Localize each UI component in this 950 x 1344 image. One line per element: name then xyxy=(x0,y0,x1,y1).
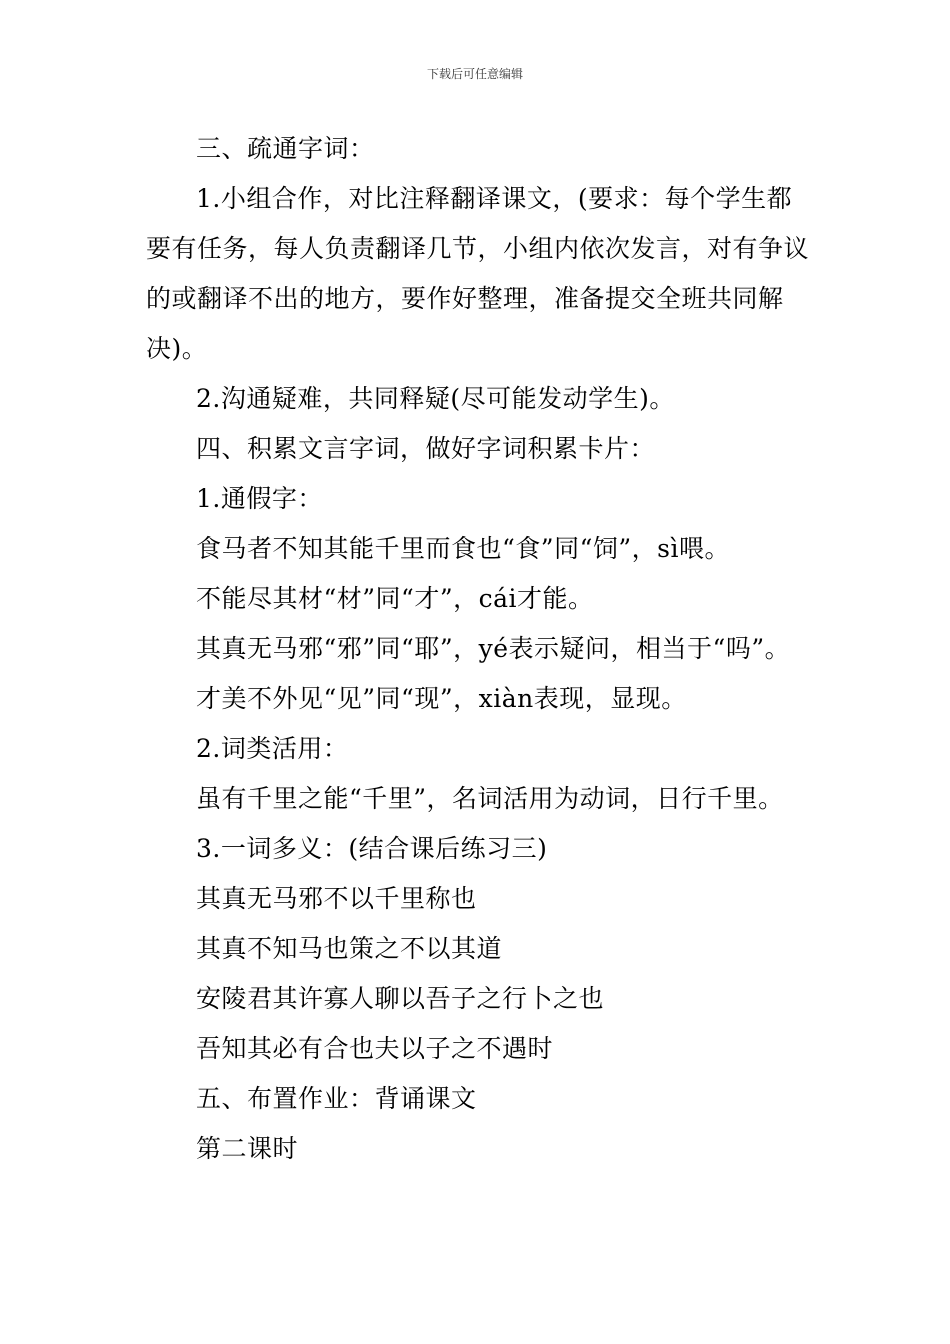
example-line: 其真无马邪不以千里称也 xyxy=(196,884,477,913)
section-heading-3: 三、疏通字词： xyxy=(196,134,375,163)
example-line: 安陵君其许寡人聊以吾子之行卜之也 xyxy=(196,984,605,1013)
document-body xyxy=(146,124,812,1174)
example-line: 才美不外见“见”同“现”，xiàn表现，显现。 xyxy=(196,684,687,713)
example-line: 不能尽其材“材”同“才”，cái才能。 xyxy=(196,584,594,613)
paragraph-group-translation: 1.小组合作，对比注释翻译课文，(要求：每个学生都要有任务，每人负责翻译几节，小组内依次发言，对有争议的或翻译不出的地方，要作好整理，准备提交全班共同解决)。 xyxy=(146,184,810,363)
section-heading-5: 五、布置作业：背诵课文 xyxy=(196,1084,477,1113)
subheading-tongjiazi: 1.通假字： xyxy=(196,484,323,513)
section-heading-4: 四、积累文言字词，做好字词积累卡片： xyxy=(196,434,656,463)
example-line: 吾知其必有合也夫以子之不遇时 xyxy=(196,1034,554,1063)
example-line: 其真不知马也策之不以其道 xyxy=(196,934,503,963)
example-line: 虽有千里之能“千里”，名词活用为动词，日行千里。 xyxy=(196,784,784,813)
subheading-word-class: 2.词类活用： xyxy=(196,734,349,763)
subheading-polysemy: 3.一词多义：(结合课后练习三) xyxy=(196,834,548,863)
paragraph-resolve-difficulties: 2.沟通疑难，共同释疑(尽可能发动学生)。 xyxy=(196,384,675,413)
example-line: 其真无马邪“邪”同“耶”，yé表示疑问，相当于“吗”。 xyxy=(196,634,791,663)
page-header: 下载后可任意编辑 xyxy=(426,67,523,81)
lesson-heading: 第二课时 xyxy=(196,1134,299,1163)
example-line: 食马者不知其能千里而食也“食”同“饲”，sì喂。 xyxy=(196,534,730,563)
